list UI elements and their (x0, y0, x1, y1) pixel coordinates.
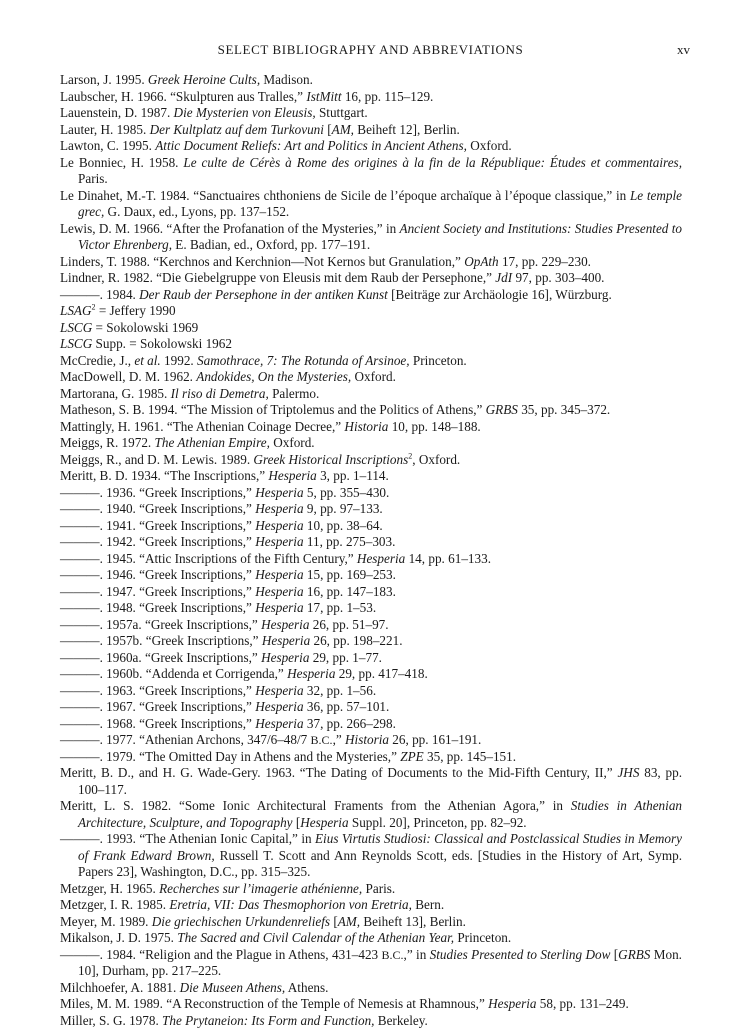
entry-text: ———. 1967. “Greek Inscriptions,” (60, 699, 255, 714)
bibliography-entry (60, 89, 682, 106)
bibliography-entry (60, 666, 682, 683)
entry-text: 29, pp. 1–77. (309, 650, 382, 665)
entry-superscript: 2 (92, 303, 96, 312)
entry-text: Palermo. (269, 386, 320, 401)
entry-text: Lawton, C. 1995. (60, 138, 155, 153)
entry-title-italic: Studies in Athenian Architecture, Sculpture, and Topography (78, 798, 682, 830)
entry-text: ———. 1936. “Greek Inscriptions,” (60, 485, 255, 500)
entry-title-italic: GRBS (618, 947, 650, 962)
entry-text: 36, pp. 57–101. (304, 699, 390, 714)
entry-title-italic: Greek Heroine Cults, (148, 72, 260, 87)
entry-text: 9, pp. 97–133. (304, 501, 383, 516)
bibliography-entry (60, 881, 682, 898)
entry-title-italic: The Athenian Empire, (155, 435, 270, 450)
entry-title-italic: AM, (332, 122, 354, 137)
bibliography-entry (60, 897, 682, 914)
bibliography-entry (60, 287, 682, 304)
entry-text: Laubscher, H. 1966. “Skulpturen aus Tralles,” (60, 89, 306, 104)
bibliography-entry (60, 930, 682, 947)
entry-title-italic: Hesperia (255, 600, 303, 615)
entry-text: Mon. 10], Durham, pp. 217–225. (78, 947, 682, 979)
entry-text: ———. 1968. “Greek Inscriptions,” (60, 716, 255, 731)
entry-text: = Jeffery 1990 (96, 303, 176, 318)
entry-title-italic: Recherches sur l’imagerie athénienne, (159, 881, 362, 896)
entry-text: Oxford. (270, 435, 315, 450)
entry-text: 17, pp. 1–53. (304, 600, 377, 615)
entry-text: Berkeley. (374, 1013, 427, 1028)
bibliography-entry (60, 947, 682, 980)
entry-text: Meritt, L. S. 1982. “Some Ionic Architectural Framents from the Athenian Agora,” in (60, 798, 571, 813)
bibliography-entry (60, 765, 682, 798)
entry-title-italic: Hesperia (255, 584, 303, 599)
bibliography-entry (60, 336, 682, 353)
entry-text: Matheson, S. B. 1994. “The Mission of Triptolemus and the Politics of Athens,” (60, 402, 486, 417)
entry-title-italic: JHS (617, 765, 639, 780)
entry-text: ———. 1947. “Greek Inscriptions,” (60, 584, 255, 599)
entry-text: ———. 1957b. “Greek Inscriptions,” (60, 633, 262, 648)
bibliography-entry (60, 534, 682, 551)
entry-text: [ (324, 122, 332, 137)
entry-title-italic: Historia (344, 419, 388, 434)
bibliography-entry (60, 617, 682, 634)
entry-text: ———. 1948. “Greek Inscriptions,” (60, 600, 255, 615)
entry-text: ———. 1940. “Greek Inscriptions,” (60, 501, 255, 516)
entry-text: ,” (333, 732, 345, 747)
entry-title-italic: Hesperia (357, 551, 405, 566)
entry-text: Miller, S. G. 1978. (60, 1013, 162, 1028)
entry-title-italic: Il riso di Demetra, (171, 386, 269, 401)
entry-text: ———. 1960b. “Addenda et Corrigenda,” (60, 666, 287, 681)
entry-title-italic: Andokides, On the Mysteries, (196, 369, 351, 384)
bibliography-entry (60, 221, 682, 254)
entry-title-italic: Greek Historical Inscriptions (253, 452, 408, 467)
entry-text: Athens. (285, 980, 328, 995)
entry-text: Oxford. (351, 369, 396, 384)
entry-text: Mikalson, J. D. 1975. (60, 930, 177, 945)
entry-text: [ (293, 815, 301, 830)
bibliography-entry (60, 188, 682, 221)
entry-text: Paris. (362, 881, 395, 896)
running-head: SELECT BIBLIOGRAPHY AND ABBREVIATIONS (60, 42, 681, 58)
entry-title-italic: AM, (338, 914, 360, 929)
entry-title-italic: Der Raub der Persephone in der antiken Kunst (139, 287, 388, 302)
entry-title-italic: Hesperia (255, 567, 303, 582)
entry-title-italic: GRBS (486, 402, 518, 417)
entry-text: Metzger, H. 1965. (60, 881, 159, 896)
entry-text: ———. 1957a. “Greek Inscriptions,” (60, 617, 261, 632)
bibliography-entry (60, 633, 682, 650)
bibliography-entry (60, 270, 682, 287)
entry-text: ———. 1984. (60, 287, 139, 302)
entry-title-italic: Studies Presented to Sterling Dow (430, 947, 611, 962)
entry-title-italic: OpAth (464, 254, 498, 269)
entry-text: Miles, M. M. 1989. “A Reconstruction of the Temple of Nemesis at Rhamnous,” (60, 996, 488, 1011)
entry-text: Linders, T. 1988. “Kerchnos and Kerchnion—Not Kernos but Granulation,” (60, 254, 464, 269)
entry-title-italic: Hesperia (268, 468, 316, 483)
entry-text: 29, pp. 417–418. (335, 666, 427, 681)
entry-text: [ (610, 947, 618, 962)
bibliography-entry (60, 402, 682, 419)
entry-text: ———. 1945. “Attic Inscriptions of the Fifth Century,” (60, 551, 357, 566)
entry-title-italic: Die Museen Athens, (180, 980, 286, 995)
entry-text: Meyer, M. 1989. (60, 914, 152, 929)
bibliography-entry (60, 138, 682, 155)
entry-text: Princeton. (410, 353, 467, 368)
entry-text: Supp. = Sokolowski 1962 (92, 336, 232, 351)
entry-text: 10, pp. 148–188. (388, 419, 480, 434)
entry-text: ———. 1960a. “Greek Inscriptions,” (60, 650, 261, 665)
bibliography-entry (60, 501, 682, 518)
bibliography-entry (60, 798, 682, 831)
entry-text: ———. 1963. “Greek Inscriptions,” (60, 683, 255, 698)
page-number: xv (677, 42, 690, 58)
bibliography-entry (60, 699, 682, 716)
bibliography-entry (60, 72, 682, 89)
entry-title-italic: Hesperia (255, 518, 303, 533)
entry-title-italic: Die Mysterien von Eleusis, (174, 105, 316, 120)
entry-text: 11, pp. 275–303. (304, 534, 396, 549)
bibliography-entry (60, 468, 682, 485)
entry-title-italic: Hesperia (261, 650, 309, 665)
entry-text: Meiggs, R. 1972. (60, 435, 155, 450)
entry-text: G. Daux, ed., Lyons, pp. 137–152. (104, 204, 289, 219)
entry-text: B.C. (311, 733, 333, 747)
entry-text: Paris. (78, 171, 108, 186)
entry-text: Martorana, G. 1985. (60, 386, 171, 401)
bibliography-entry (60, 1013, 682, 1029)
bibliography-entry (60, 452, 682, 469)
entry-title-italic: Hesperia (262, 633, 310, 648)
entry-text: McCredie, J., (60, 353, 134, 368)
entry-text: ———. 1942. “Greek Inscriptions,” (60, 534, 255, 549)
entry-text: 15, pp. 169–253. (304, 567, 396, 582)
bibliography-entry (60, 584, 682, 601)
entry-text: Russell T. Scott and Ann Reynolds Scott, eds. [Studies in the History of Art, Symp. Papers 23], Washington, D.C., pp. 315–325. (78, 848, 682, 880)
entry-title-italic: IstMitt (306, 89, 341, 104)
entry-text: Metzger, I. R. 1985. (60, 897, 169, 912)
bibliography-entry (60, 419, 682, 436)
entry-text: Oxford. (467, 138, 512, 153)
entry-title-italic: Le temple grec, (78, 188, 682, 220)
entry-text: 5, pp. 355–430. (304, 485, 390, 500)
entry-text: ———. 1941. “Greek Inscriptions,” (60, 518, 255, 533)
entry-title-italic: LSCG (60, 320, 92, 335)
entry-text: Madison. (260, 72, 313, 87)
entry-text: 26, pp. 161–191. (389, 732, 481, 747)
entry-text: ———. 1993. “The Athenian Ionic Capital,” in (60, 831, 315, 846)
entry-title-italic: Attic Document Reliefs: Art and Politics in Ancient Athens, (155, 138, 467, 153)
entry-title-italic: Die griechischen Urkundenreliefs (152, 914, 330, 929)
entry-title-italic: Hesperia (255, 683, 303, 698)
bibliography-entry (60, 386, 682, 403)
entry-text: = Sokolowski 1969 (92, 320, 198, 335)
bibliography-entry (60, 303, 682, 320)
entry-title-italic: Hesperia (287, 666, 335, 681)
entry-text: Mattingly, H. 1961. “The Athenian Coinage Decree,” (60, 419, 344, 434)
bibliography-entry (60, 600, 682, 617)
entry-text: Suppl. 20], Princeton, pp. 82–92. (349, 815, 527, 830)
bibliography-entry (60, 551, 682, 568)
entry-text: 14, pp. 61–133. (405, 551, 491, 566)
entry-text: ,” in (404, 947, 430, 962)
entry-superscript: 2 (408, 451, 412, 460)
bibliography-entry (60, 353, 682, 370)
entry-title-italic: Hesperia (261, 617, 309, 632)
bibliography-entry (60, 650, 682, 667)
entry-title-italic: The Sacred and Civil Calendar of the Athenian Year, (177, 930, 454, 945)
bibliography-entry (60, 732, 682, 749)
bibliography-entry (60, 567, 682, 584)
bibliography-entry (60, 716, 682, 733)
entry-title-italic: LSAG (60, 303, 92, 318)
bibliography-entry (60, 831, 682, 881)
entry-text: E. Badian, ed., Oxford, pp. 177–191. (172, 237, 370, 252)
entry-text: Princeton. (454, 930, 511, 945)
entry-title-italic: Hesperia (300, 815, 348, 830)
entry-text: 58, pp. 131–249. (536, 996, 628, 1011)
entry-text: 1992. (161, 353, 197, 368)
entry-text: 35, pp. 345–372. (518, 402, 610, 417)
bibliography-entry (60, 435, 682, 452)
entry-text: 10, pp. 38–64. (304, 518, 383, 533)
entry-text: Beiheft 12], Berlin. (354, 122, 460, 137)
entry-text: Lauenstein, D. 1987. (60, 105, 174, 120)
entry-text: 16, pp. 115–129. (342, 89, 434, 104)
entry-title-italic: et al. (134, 353, 160, 368)
bibliography-entry (60, 254, 682, 271)
entry-text: [ (330, 914, 338, 929)
entry-text: Le Bonniec, H. 1958. (60, 155, 183, 170)
entry-title-italic: Der Kultplatz auf dem Turkovuni (150, 122, 324, 137)
entry-text: , Oxford. (412, 452, 460, 467)
entry-title-italic: Le culte de Cérès à Rome des origines à la fin de la République: Études et commentaires, (183, 155, 682, 170)
entry-text: Larson, J. 1995. (60, 72, 148, 87)
bibliography-entry (60, 749, 682, 766)
entry-title-italic: Hesperia (255, 699, 303, 714)
entry-text: Lauter, H. 1985. (60, 122, 150, 137)
entry-text: Le Dinahet, M.-T. 1984. “Sanctuaires chthoniens de Sicile de l’époque archaïque à l’époque classique,” in (60, 188, 630, 203)
entry-text: 32, pp. 1–56. (304, 683, 377, 698)
entry-title-italic: LSCG (60, 336, 92, 351)
bibliography-entry (60, 155, 682, 188)
bibliography-entry (60, 320, 682, 337)
entry-text: Bern. (412, 897, 444, 912)
entry-text: 3, pp. 1–114. (317, 468, 389, 483)
entry-title-italic: The Prytaneion: Its Form and Function, (162, 1013, 374, 1028)
entry-text: 26, pp. 51–97. (309, 617, 388, 632)
entry-text: ———. 1946. “Greek Inscriptions,” (60, 567, 255, 582)
entry-text: 35, pp. 145–151. (424, 749, 516, 764)
entry-title-italic: ZPE (400, 749, 423, 764)
entry-text: ———. 1977. “Athenian Archons, 347/6–48/7 (60, 732, 311, 747)
bibliography-entry (60, 485, 682, 502)
entry-text: 17, pp. 229–230. (499, 254, 591, 269)
entry-title-italic: Hesperia (488, 996, 536, 1011)
entry-text: Beiheft 13], Berlin. (360, 914, 466, 929)
entry-text: Stuttgart. (316, 105, 368, 120)
entry-title-italic: Ancient Society and Institutions: Studies Presented to Victor Ehrenberg, (78, 221, 682, 253)
entry-text: ———. 1979. “The Omitted Day in Athens and the Mysteries,” (60, 749, 400, 764)
entry-title-italic: Hesperia (255, 485, 303, 500)
bibliography-entry (60, 980, 682, 997)
entry-text: B.C. (382, 948, 404, 962)
entry-text: ———. 1984. “Religion and the Plague in Athens, 431–423 (60, 947, 382, 962)
entry-text: Milchhoefer, A. 1881. (60, 980, 180, 995)
entry-text: [Beiträge zur Archäologie 16], Würzburg. (388, 287, 612, 302)
bibliography-entry (60, 122, 682, 139)
entry-title-italic: Historia (345, 732, 389, 747)
bibliography-entry (60, 105, 682, 122)
entry-title-italic: Eretria, VII: Das Thesmophorion von Eretria, (169, 897, 412, 912)
entry-text: 16, pp. 147–183. (304, 584, 396, 599)
entry-text: Lindner, R. 1982. “Die Giebelgruppe von Eleusis mit dem Raub der Persephone,” (60, 270, 495, 285)
entry-title-italic: Samothrace, 7: The Rotunda of Arsinoe, (197, 353, 410, 368)
entry-title-italic: JdI (495, 270, 512, 285)
entry-title-italic: Hesperia (255, 501, 303, 516)
entry-text: 26, pp. 198–221. (310, 633, 402, 648)
bibliography-list (60, 72, 682, 1029)
entry-text: 83, pp. 100–117. (78, 765, 682, 797)
entry-text: Meritt, B. D. 1934. “The Inscriptions,” (60, 468, 268, 483)
bibliography-entry (60, 369, 682, 386)
entry-text: Meiggs, R., and D. M. Lewis. 1989. (60, 452, 253, 467)
entry-text: MacDowell, D. M. 1962. (60, 369, 196, 384)
entry-text: Lewis, D. M. 1966. “After the Profanation of the Mysteries,” in (60, 221, 400, 236)
entry-text: Meritt, B. D., and H. G. Wade-Gery. 1963. “The Dating of Documents to the Mid-Fifth Century, II,” (60, 765, 617, 780)
entry-title-italic: Eius Virtutis Studiosi: Classical and Postclassical Studies in Memory of Frank Edward Brown, (78, 831, 682, 863)
bibliography-entry (60, 914, 682, 931)
entry-text: 97, pp. 303–400. (512, 270, 604, 285)
entry-title-italic: Hesperia (255, 534, 303, 549)
entry-text: 37, pp. 266–298. (304, 716, 396, 731)
entry-title-italic: Hesperia (255, 716, 303, 731)
bibliography-entry (60, 996, 682, 1013)
bibliography-entry (60, 683, 682, 700)
bibliography-entry (60, 518, 682, 535)
